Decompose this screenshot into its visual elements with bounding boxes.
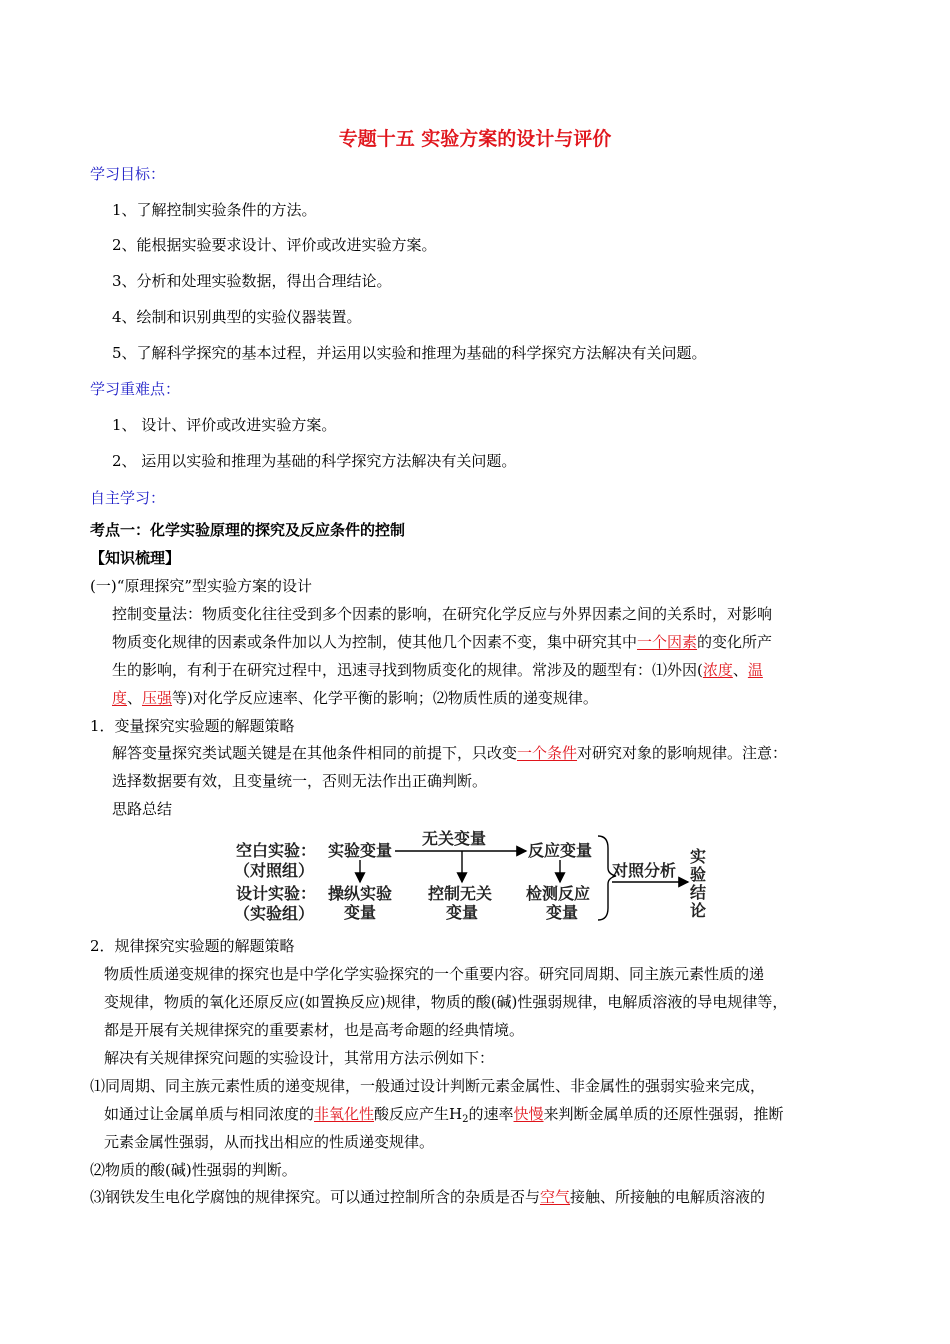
list-item: ⑴同周期、同主族元素性质的递变规律，一般通过设计判断元素金属性、非金属性的强弱实验来完成， — [90, 1077, 766, 1095]
diagram-label: 反应变量 — [528, 841, 593, 860]
variable-method-diagram — [230, 824, 720, 928]
highlight-answer: 浓度 — [702, 661, 733, 679]
diagram-label: 论 — [690, 901, 707, 920]
diagram-label: 对照分析 — [612, 861, 677, 880]
diagram-label: 实验变量 — [328, 841, 393, 860]
paragraph-line: 选择数据要有效，且变量统一，否则无法作出正确判断。 — [112, 772, 488, 790]
objective-item: 5、了解科学探究的基本过程，并运用以实验和推理为基础的科学探究方法解决有关问题。 — [112, 344, 707, 362]
objective-item: 2、能根据实验要求设计、评价或改进实验方案。 — [112, 236, 437, 254]
list-item: ⑵物质的酸(碱)性强弱的判断。 — [90, 1161, 297, 1179]
diagram-label: 变量 — [344, 903, 377, 922]
paragraph-line: 解答变量探究类试题关键是在其他条件相同的前提下，只改变一个条件对研究对象的影响规律。注意： — [112, 744, 788, 762]
paragraph-line: 度、压强等)对化学反应速率、化学平衡的影响；⑵物质性质的递变规律。 — [112, 689, 598, 707]
objectives-heading: 学习目标： — [90, 165, 166, 183]
paragraph-line: 元素金属性强弱，从而找出相应的性质递变规律。 — [104, 1133, 435, 1151]
diagram-label: 变量 — [546, 903, 579, 922]
paragraph-line: 变规律，物质的氧化还原反应(如置换反应)规律，物质的酸(碱)性强弱规律，电解质溶液的导电规律等， — [104, 993, 788, 1011]
page-title: 专题十五 实验方案的设计与评价 — [338, 128, 612, 150]
diagram-label: 实 — [690, 847, 707, 866]
highlight-answer: 非氧化性 — [314, 1105, 375, 1123]
highlight-answer: 温 — [747, 661, 763, 679]
paragraph-line: 物质性质递变规律的探究也是中学化学实验探究的一个重要内容。研究同周期、同主族元素性质的递 — [104, 965, 765, 983]
knowledge-heading: 【知识梳理】 — [90, 549, 181, 567]
diagram-label: 变量 — [446, 903, 479, 922]
topic-heading: 考点一：化学实验原理的探究及反应条件的控制 — [90, 521, 406, 539]
diagram-label: 结 — [690, 883, 707, 902]
highlight-answer: 一个因素 — [637, 633, 698, 651]
paragraph-line: 都是开展有关规律探究的重要素材，也是高考命题的经典情境。 — [104, 1021, 525, 1039]
diagram-label: 空白实验： — [236, 841, 317, 860]
diagram-label: 设计实验： — [236, 884, 317, 903]
highlight-answer: 快慢 — [513, 1105, 544, 1123]
self-study-heading: 自主学习： — [90, 489, 166, 507]
highlight-answer: 一个条件 — [517, 744, 578, 762]
key-points-heading: 学习重难点： — [90, 380, 181, 398]
paragraph-line: 物质变化规律的因素或条件加以人为控制，使其他几个因素不变，集中研究其中一个因素的变化所产 — [112, 633, 773, 651]
diagram-label: （对照组） — [234, 861, 315, 880]
diagram-label: 无关变量 — [422, 829, 487, 848]
highlight-answer: 空气 — [540, 1188, 571, 1206]
diagram-label: 检测反应 — [526, 884, 591, 903]
subsection-heading: 2．规律探究实验题的解题策略 — [90, 937, 295, 955]
diagram-label: 操纵实验 — [328, 884, 393, 903]
highlight-answer: 压强 — [142, 689, 173, 707]
key-point-item: 2、 运用以实验和推理为基础的科学探究方法解决有关问题。 — [112, 452, 517, 470]
section-heading: (一)“原理探究”型实验方案的设计 — [90, 577, 313, 595]
paragraph-line: 控制变量法：物质变化往往受到多个因素的影响，在研究化学反应与外界因素之间的关系时，对影响 — [112, 605, 773, 623]
diagram-label: （实验组） — [234, 904, 315, 923]
paragraph-line: 思路总结 — [112, 800, 173, 818]
list-item: ⑶钢铁发生电化学腐蚀的规律探究。可以通过控制所含的杂质是否与空气接触、所接触的电解质溶液的 — [90, 1188, 766, 1206]
objective-item: 4、绘制和识别典型的实验仪器装置。 — [112, 308, 362, 326]
subsection-heading: 1．变量探究实验题的解题策略 — [90, 717, 295, 735]
paragraph-line: 如通过让金属单质与相同浓度的非氧化性酸反应产生$H_2$的速率快慢来判断金属单质的还原性强弱，推断 — [104, 1105, 784, 1125]
objective-item: 1、了解控制实验条件的方法。 — [112, 201, 317, 219]
highlight-answer: 度 — [112, 689, 128, 707]
key-point-item: 1、 设计、评价或改进实验方案。 — [112, 416, 337, 434]
diagram-label: 控制无关 — [428, 884, 493, 903]
paragraph-line: 解决有关规律探究问题的实验设计，其常用方法示例如下： — [104, 1049, 495, 1067]
paragraph-line: 生的影响，有利于在研究过程中，迅速寻找到物质变化的规律。常涉及的题型有：⑴外因(浓度、温 — [112, 661, 763, 679]
objective-item: 3、分析和处理实验数据，得出合理结论。 — [112, 272, 392, 290]
diagram-label: 验 — [690, 865, 707, 884]
